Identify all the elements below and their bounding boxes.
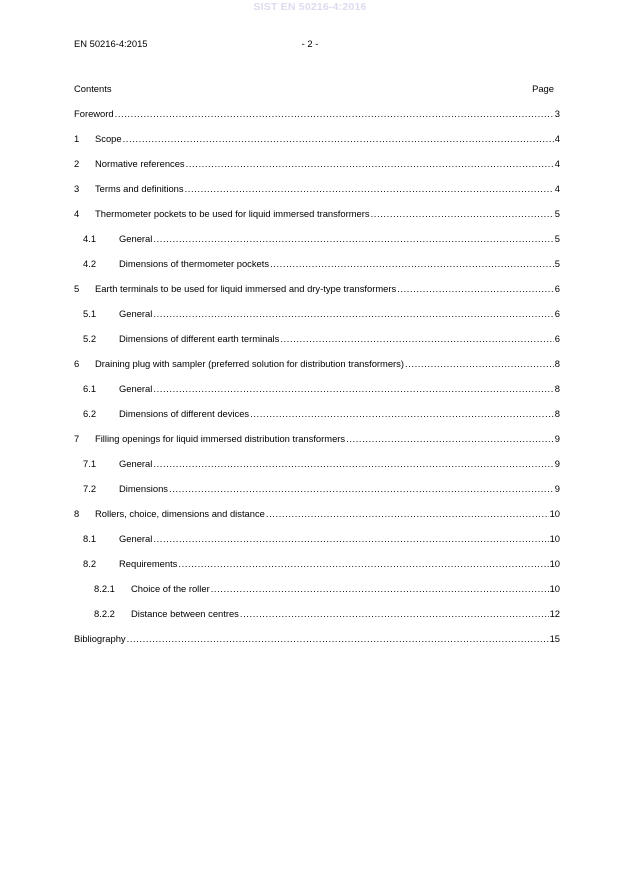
toc-entry-number: 6.1: [83, 383, 97, 394]
toc-dot-leader: [397, 283, 554, 295]
page-number: - 2 -: [301, 38, 319, 49]
toc-entry[interactable]: [74, 133, 560, 145]
toc-dot-leader: [405, 358, 554, 370]
toc-entry-title: Dimensions of different devices: [119, 408, 250, 419]
toc-entry-title: Terms and definitions: [95, 183, 184, 194]
toc-entry-number: 8.1: [83, 533, 97, 544]
toc-entry-page: 8: [554, 358, 560, 369]
toc-entry[interactable]: [74, 483, 560, 495]
toc-entry[interactable]: [74, 458, 560, 470]
toc-entry-number: 3: [74, 183, 80, 194]
toc-dot-leader: [371, 208, 554, 220]
toc-entry-title: Draining plug with sampler (preferred solution for distribution transformers): [95, 358, 404, 369]
toc-entry-number: 4.1: [83, 233, 97, 244]
toc-entry-title: Thermometer pockets to be used for liquid immersed transformers: [95, 208, 370, 219]
document-standard-number: EN 50216-4:2015: [74, 38, 148, 49]
toc-dot-leader: [266, 508, 549, 520]
toc-entry-page: 8: [554, 408, 560, 419]
toc-entry[interactable]: [74, 333, 560, 345]
toc-entry[interactable]: [74, 408, 560, 420]
toc-entry-number: 2: [74, 158, 80, 169]
toc-dot-leader: [153, 383, 553, 395]
toc-dot-leader: [123, 133, 554, 145]
toc-entry-number: 5: [74, 283, 80, 294]
toc-dot-leader: [153, 533, 548, 545]
toc-entry[interactable]: [74, 558, 560, 570]
toc-entry-number: 5.2: [83, 333, 97, 344]
toc-entry-page: 12: [549, 608, 560, 619]
toc-entry-title: Normative references: [95, 158, 185, 169]
toc-dot-leader: [153, 233, 553, 245]
toc-entry-page: 9: [554, 483, 560, 494]
toc-entry-page: 6: [554, 283, 560, 294]
page-column-label: Page: [532, 83, 554, 94]
toc-entry-page: 5: [554, 233, 560, 244]
toc-entry[interactable]: [74, 258, 560, 270]
toc-entry-page: 4: [554, 183, 560, 194]
toc-entry-number: 4.2: [83, 258, 97, 269]
toc-entry[interactable]: [74, 208, 560, 220]
toc-entry-number: 7: [74, 433, 80, 444]
toc-entry[interactable]: [74, 583, 560, 595]
toc-entry-page: 9: [554, 458, 560, 469]
toc-entry-page: 9: [554, 433, 560, 444]
toc-entry[interactable]: [74, 433, 560, 445]
toc-dot-leader: [240, 608, 549, 620]
toc-entry-page: 6: [554, 308, 560, 319]
toc-entry-number: 8.2: [83, 558, 97, 569]
toc-entry-page: 15: [549, 633, 560, 644]
toc-entry-page: 5: [554, 208, 560, 219]
toc-entry-title: Distance between centres: [131, 608, 239, 619]
toc-entry[interactable]: [74, 608, 560, 620]
toc-entry[interactable]: [74, 508, 560, 520]
toc-dot-leader: [153, 308, 553, 320]
toc-entry-page: 5: [554, 258, 560, 269]
toc-entry[interactable]: [74, 108, 560, 120]
toc-dot-leader: [178, 558, 548, 570]
toc-dot-leader: [250, 408, 554, 420]
toc-entry-title: Bibliography: [74, 633, 126, 644]
toc-entry-page: 6: [554, 333, 560, 344]
contents-title: Contents: [74, 83, 112, 94]
contents-heading: [74, 83, 558, 95]
toc-entry-number: 8.2.2: [94, 608, 115, 619]
toc-entry-number: 5.1: [83, 308, 97, 319]
toc-entry-number: 8: [74, 508, 80, 519]
toc-entry-page: 4: [554, 133, 560, 144]
toc-entry-title: Earth terminals to be used for liquid immersed and dry-type transformers: [95, 283, 397, 294]
toc-entry-number: 7.2: [83, 483, 97, 494]
toc-entry-number: 6.2: [83, 408, 97, 419]
toc-entry-title: General: [119, 458, 153, 469]
toc-dot-leader: [346, 433, 554, 445]
toc-entry[interactable]: [74, 533, 560, 545]
toc-entry-title: Dimensions of different earth terminals: [119, 333, 280, 344]
toc-entry-page: 3: [554, 108, 560, 119]
toc-entry[interactable]: [74, 383, 560, 395]
toc-dot-leader: [270, 258, 554, 270]
toc-entry-number: 4: [74, 208, 80, 219]
toc-entry-title: Choice of the roller: [131, 583, 210, 594]
toc-entry-page: 4: [554, 158, 560, 169]
toc-entry-number: 8.2.1: [94, 583, 115, 594]
toc-entry[interactable]: [74, 308, 560, 320]
toc-entry-number: 7.1: [83, 458, 97, 469]
toc-entry-title: General: [119, 233, 153, 244]
toc-entry-number: 6: [74, 358, 80, 369]
toc-entry-title: General: [119, 308, 153, 319]
toc-entry-title: Filling openings for liquid immersed distribution transformers: [95, 433, 346, 444]
toc-entry-title: Dimensions of thermometer pockets: [119, 258, 270, 269]
toc-entry-title: Foreword: [74, 108, 114, 119]
toc-entry[interactable]: [74, 158, 560, 170]
toc-dot-leader: [127, 633, 549, 645]
toc-entry-title: Scope: [95, 133, 122, 144]
toc-entry-page: 10: [549, 558, 560, 569]
toc-entry[interactable]: [74, 183, 560, 195]
toc-entry-page: 8: [554, 383, 560, 394]
toc-entry-title: General: [119, 383, 153, 394]
toc-entry-title: Dimensions: [119, 483, 168, 494]
toc-dot-leader: [169, 483, 554, 495]
toc-entry-title: General: [119, 533, 153, 544]
toc-dot-leader: [153, 458, 553, 470]
toc-dot-leader: [211, 583, 549, 595]
toc-entry-page: 10: [549, 533, 560, 544]
toc-entry[interactable]: [74, 283, 560, 295]
toc-entry-page: 10: [549, 508, 560, 519]
toc-entry[interactable]: [74, 233, 560, 245]
toc-dot-leader: [115, 108, 554, 120]
toc-entry[interactable]: [74, 633, 560, 645]
toc-dot-leader: [186, 158, 554, 170]
toc-entry[interactable]: [74, 358, 560, 370]
toc-dot-leader: [185, 183, 554, 195]
toc-entry-number: 1: [74, 133, 80, 144]
watermark-text: SIST EN 50216-4:2016: [253, 1, 367, 13]
toc-entry-title: Rollers, choice, dimensions and distance: [95, 508, 265, 519]
toc-dot-leader: [280, 333, 553, 345]
toc-entry-title: Requirements: [119, 558, 178, 569]
toc-entry-page: 10: [549, 583, 560, 594]
